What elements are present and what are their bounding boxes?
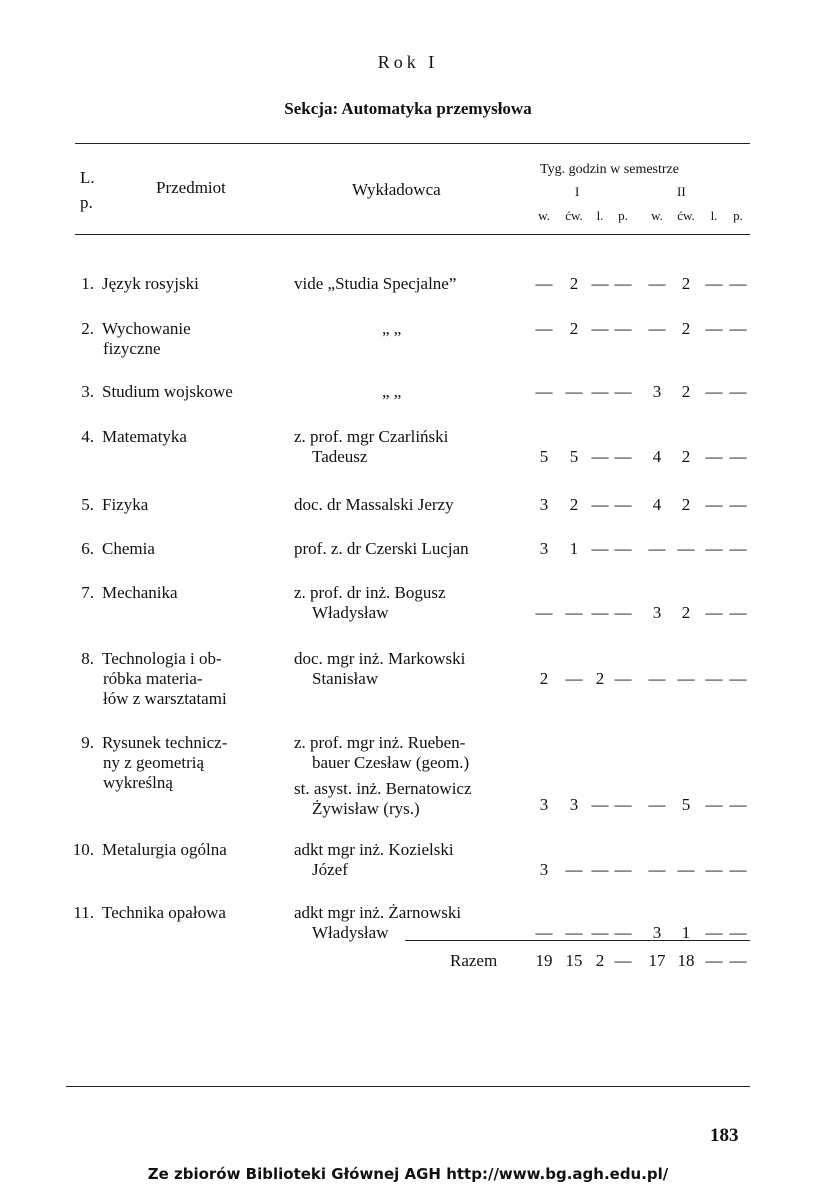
year-title: Rok I [377,52,439,72]
hour-cell: 2 [569,495,579,514]
total-hour-cell: 2 [595,951,605,970]
hour-cell: — [705,795,723,814]
hour-cell: 2 [569,319,579,338]
row-number: 8. [81,649,94,668]
hour-cell: — [705,923,723,942]
lecturer-name: st. asyst. inż. Bernatowicz [294,779,472,798]
total-hour-cell: 19 [535,951,553,970]
hour-cell: 4 [652,495,662,514]
hour-cell: — [565,382,583,401]
header-semester-1: I [575,184,580,199]
row-number: 6. [81,539,94,558]
hour-cell: — [677,539,695,558]
lecturer-name: z. prof. dr inż. Bogusz [294,583,446,602]
hour-cell: 5 [681,795,691,814]
hour-cell: — [729,274,747,293]
hour-cell: 1 [569,539,579,558]
lecturer-name: Stanisław [312,669,379,688]
hour-cell: — [565,923,583,942]
hour-cell: — [677,860,695,879]
page-bottom-rule [66,1086,750,1087]
row-number: 5. [81,495,94,514]
hour-cell: — [648,860,666,879]
subject-name: Matematyka [102,427,187,446]
hour-cell: — [648,669,666,688]
header-hour-col-4: p. [618,208,628,223]
hour-cell: — [705,669,723,688]
subject-name: Metalurgia ogólna [102,840,227,859]
section-title: Sekcja: Automatyka przemysłowa [284,99,532,118]
hour-cell: — [614,539,632,558]
lecturer-name: Władysław [312,923,389,942]
hour-cell: 2 [681,319,691,338]
hour-cell: — [705,603,723,622]
hour-cell: — [614,447,632,466]
row-number: 1. [81,274,94,293]
hour-cell: — [591,447,609,466]
lecturer-name: Tadeusz [312,447,368,466]
hour-cell: 2 [681,447,691,466]
lecturer-name: z. prof. mgr inż. Rueben- [294,733,466,752]
hour-cell: 5 [569,447,579,466]
hour-cell: — [614,923,632,942]
hour-cell: — [565,860,583,879]
lecturer-name: doc. dr Massalski Jerzy [294,495,454,514]
subject-name: wykreślną [103,773,173,792]
hour-cell: 3 [539,860,549,879]
row-number: 4. [81,427,94,446]
lecturer-name: vide „Studia Specjalne” [294,274,457,293]
header-hour-col-3: l. [596,208,604,223]
hour-cell: 3 [652,923,662,942]
hour-cell: — [729,669,747,688]
total-rule [405,940,750,941]
header-hour-col-7: l. [710,208,718,223]
subject-name: fizyczne [103,339,161,358]
hour-cell: — [614,603,632,622]
hour-cell: — [591,795,609,814]
header-semester-2: II [677,184,686,199]
hour-cell: — [729,447,747,466]
subject-name: Język rosyjski [102,274,199,293]
lecturer-name: bauer Czesław (geom.) [312,753,470,772]
header-hour-col-6: ćw. [677,208,695,223]
hour-cell: — [591,274,609,293]
hour-cell: — [705,382,723,401]
subject-name: róbka materia- [103,669,203,688]
hour-cell: — [591,495,609,514]
hour-cell: — [614,669,632,688]
header-lecturer: Wykładowca [352,180,441,199]
hour-cell: — [705,495,723,514]
hour-cell: — [729,495,747,514]
library-footer: Ze zbiorów Biblioteki Głównej AGH http://www.bg.agh.edu.pl/ [147,1165,669,1183]
total-hour-cell: — [614,951,632,970]
hour-cell: 2 [681,382,691,401]
subject-name: Technika opałowa [102,903,226,922]
subject-name: Fizyka [102,495,149,514]
hour-cell: — [535,603,553,622]
hour-cell: 2 [681,495,691,514]
hour-cell: — [648,795,666,814]
page-number: 183 [710,1125,739,1146]
hour-cell: — [535,319,553,338]
row-number: 2. [81,319,94,338]
total-hour-cell: — [729,951,747,970]
hour-cell: — [705,274,723,293]
total-hour-cell: — [705,951,723,970]
hour-cell: — [614,382,632,401]
hour-cell: 5 [539,447,549,466]
hour-cell: — [648,274,666,293]
hour-cell: — [591,319,609,338]
header-lp-line1: L. [80,168,95,187]
hour-cell: 2 [569,274,579,293]
hour-cell: — [591,860,609,879]
lecturer-name: „ „ [382,319,402,338]
hour-cell: — [677,669,695,688]
row-number: 9. [81,733,94,752]
header-weekly-hours: Tyg. godzin w semestrze [540,162,679,177]
hour-cell: — [705,860,723,879]
hour-cell: — [591,603,609,622]
lecturer-name: Józef [312,860,348,879]
hour-cell: — [565,603,583,622]
lecturer-name: z. prof. mgr Czarliński [294,427,449,446]
header-bottom-rule [75,234,750,235]
hour-cell: — [648,319,666,338]
subject-name: Mechanika [102,583,178,602]
hour-cell: — [535,274,553,293]
hour-cell: 3 [539,795,549,814]
row-number: 7. [81,583,94,602]
header-hour-col-5: w. [651,208,663,223]
total-hour-cell: 17 [648,951,666,970]
hour-cell: 3 [652,603,662,622]
hour-cell: — [729,382,747,401]
lecturer-name: adkt mgr inż. Żarnowski [294,903,462,922]
hour-cell: — [729,319,747,338]
row-number: 11. [73,903,94,922]
subject-name: Technologia i ob- [102,649,222,668]
hour-cell: — [729,860,747,879]
hour-cell: 2 [681,603,691,622]
subject-name: Rysunek technicz- [102,733,228,752]
hour-cell: — [591,382,609,401]
hour-cell: — [614,860,632,879]
hour-cell: — [729,539,747,558]
header-subject: Przedmiot [156,178,226,197]
subject-name: ny z geometrią [103,753,205,772]
hour-cell: 3 [569,795,579,814]
hour-cell: — [614,495,632,514]
header-hour-col-1: w. [538,208,550,223]
lecturer-name: „ „ [382,382,402,401]
hour-cell: 2 [539,669,549,688]
hour-cell: 3 [539,539,549,558]
lecturer-name: prof. z. dr Czerski Lucjan [294,539,469,558]
total-hour-cell: 15 [565,951,583,970]
hour-cell: — [705,447,723,466]
header-lp-line2: p. [80,193,93,212]
total-label: Razem [450,951,498,970]
hour-cell: — [614,795,632,814]
hour-cell: — [591,539,609,558]
lecturer-name: Żywisław (rys.) [312,799,420,818]
row-number: 10. [72,840,94,859]
header-hour-col-2: ćw. [565,208,583,223]
header-hour-col-8: p. [733,208,743,223]
subject-name: Studium wojskowe [102,382,233,401]
hour-cell: — [729,795,747,814]
hour-cell: 2 [681,274,691,293]
hour-cell: — [729,923,747,942]
lecturer-name: Władysław [312,603,389,622]
hour-cell: 4 [652,447,662,466]
total-hour-cell: 18 [677,951,695,970]
hour-cell: 3 [652,382,662,401]
hour-cell: — [729,603,747,622]
lecturer-name: adkt mgr inż. Kozielski [294,840,454,859]
hour-cell: — [614,319,632,338]
hour-cell: — [705,539,723,558]
hour-cell: — [565,669,583,688]
subject-name: Chemia [102,539,155,558]
subject-name: łów z warsztatami [103,689,227,708]
table-top-rule [75,143,750,144]
hour-cell: — [705,319,723,338]
hour-cell: 3 [539,495,549,514]
hour-cell: 2 [595,669,605,688]
lecturer-name: doc. mgr inż. Markowski [294,649,466,668]
hour-cell: 1 [681,923,691,942]
hour-cell: — [535,923,553,942]
hour-cell: — [535,382,553,401]
row-number: 3. [81,382,94,401]
hour-cell: — [614,274,632,293]
hour-cell: — [591,923,609,942]
hour-cell: — [648,539,666,558]
subject-name: Wychowanie [102,319,191,338]
